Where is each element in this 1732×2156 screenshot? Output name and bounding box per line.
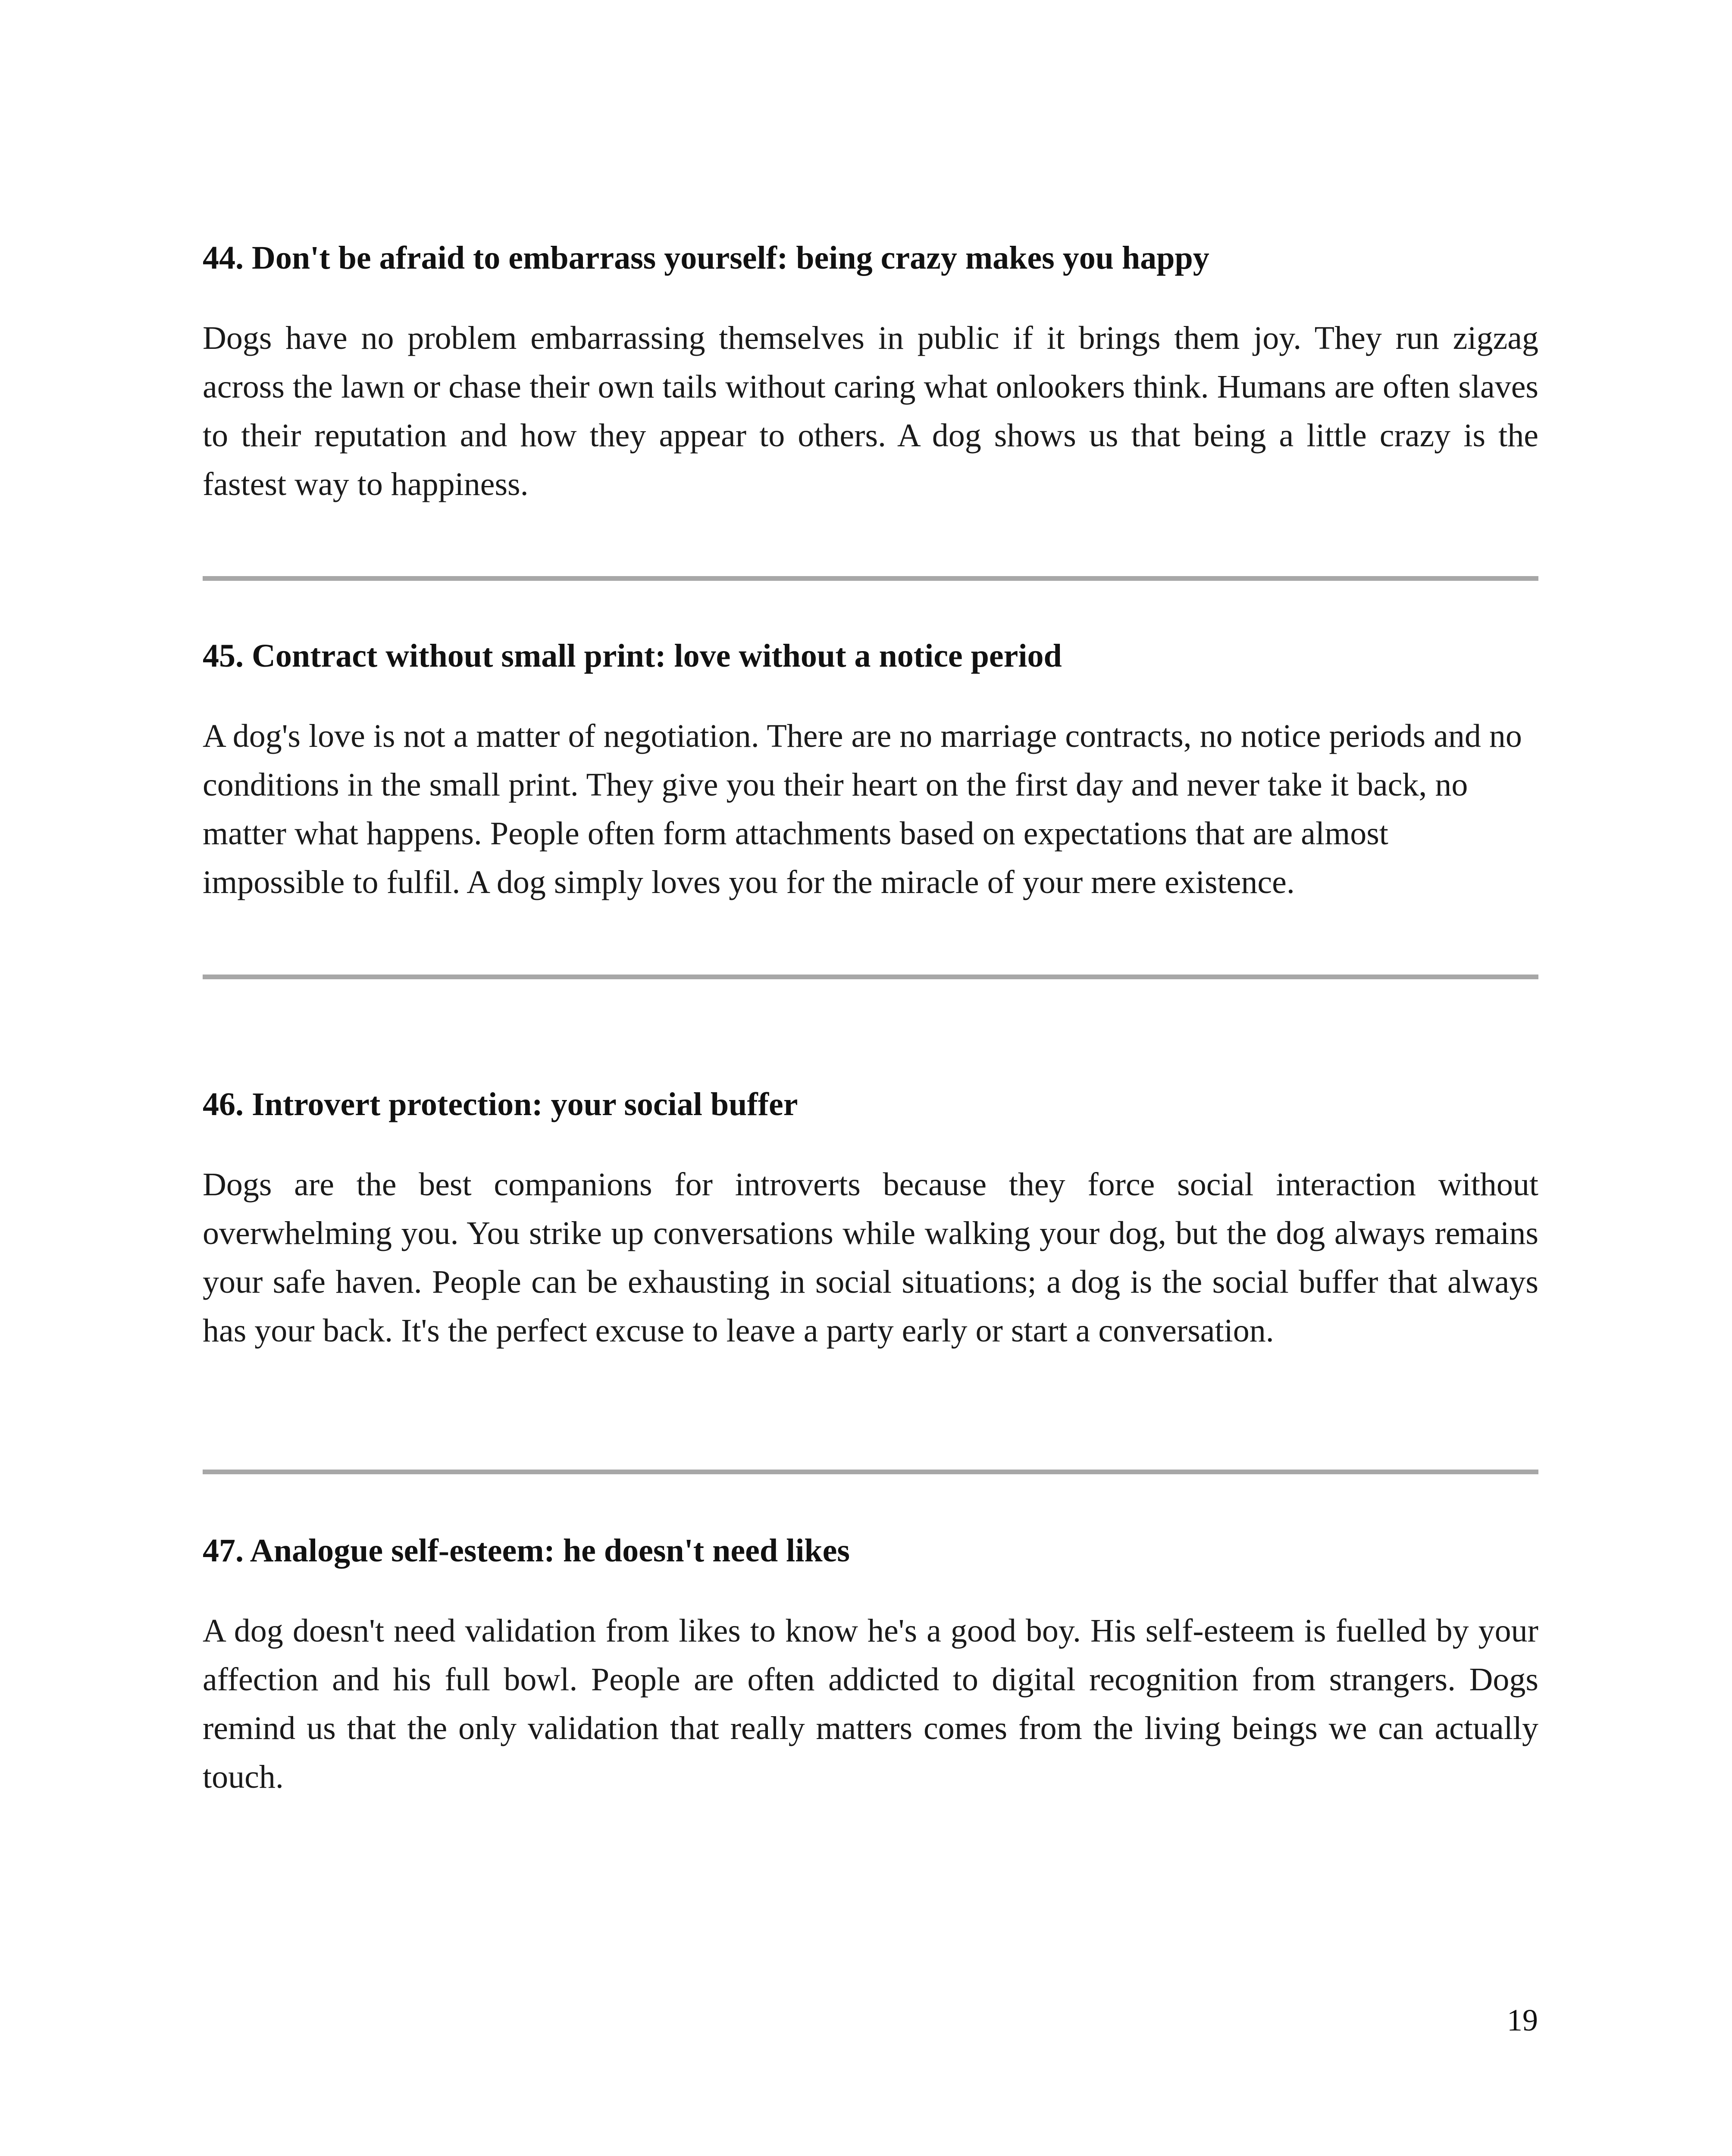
section-divider [203,576,1538,581]
section-45 [203,635,1538,900]
section-body: A dog's love is not a matter of negotiation. There are no marriage contracts, no notice periods and no conditions in the small print. They give you their heart on the first day and never take it back, no matter what happens. People often form attachments based on expectations that are almost impossible to fulfil. A dog simply loves you for the miracle of your mere existence. [203,718,1522,900]
section-47 [203,1530,1538,1795]
section-body: Dogs have no problem embarrassing themselves in public if it brings them joy. They run zigzag across the lawn or chase their own tails without caring what onlookers think. Humans are often slaves to their reputation and how they appear to others. A dog shows us that being a little crazy is the fastest way to happiness. [203,320,1538,502]
page-number: 19 [1507,2003,1538,2037]
section-divider [203,1470,1538,1474]
section-body: A dog doesn't need validation from likes to know he's a good boy. His self-esteem is fuelled by your affection and his full bowl. People are often addicted to digital recognition from strangers. Dogs remind us that the only validation that really matters comes from the living beings we can actually touch. [203,1613,1538,1795]
section-44 [203,237,1538,502]
section-heading: 45. Contract without small print: love without a notice period [203,638,1062,674]
section-divider [203,975,1538,979]
section-body: Dogs are the best companions for introverts because they force social interaction without overwhelming you. You strike up conversations while walking your dog, but the dog always remains your safe haven. People can be exhausting in social situations; a dog is the social buffer that always has your back. It's the perfect excuse to leave a party early or start a conversation. [203,1166,1538,1349]
section-heading: 44. Don't be afraid to embarrass yourself: being crazy makes you happy [203,240,1209,276]
section-46 [203,1084,1538,1349]
section-heading: 47. Analogue self-esteem: he doesn't need likes [203,1532,850,1569]
section-heading: 46. Introvert protection: your social buffer [203,1086,798,1122]
